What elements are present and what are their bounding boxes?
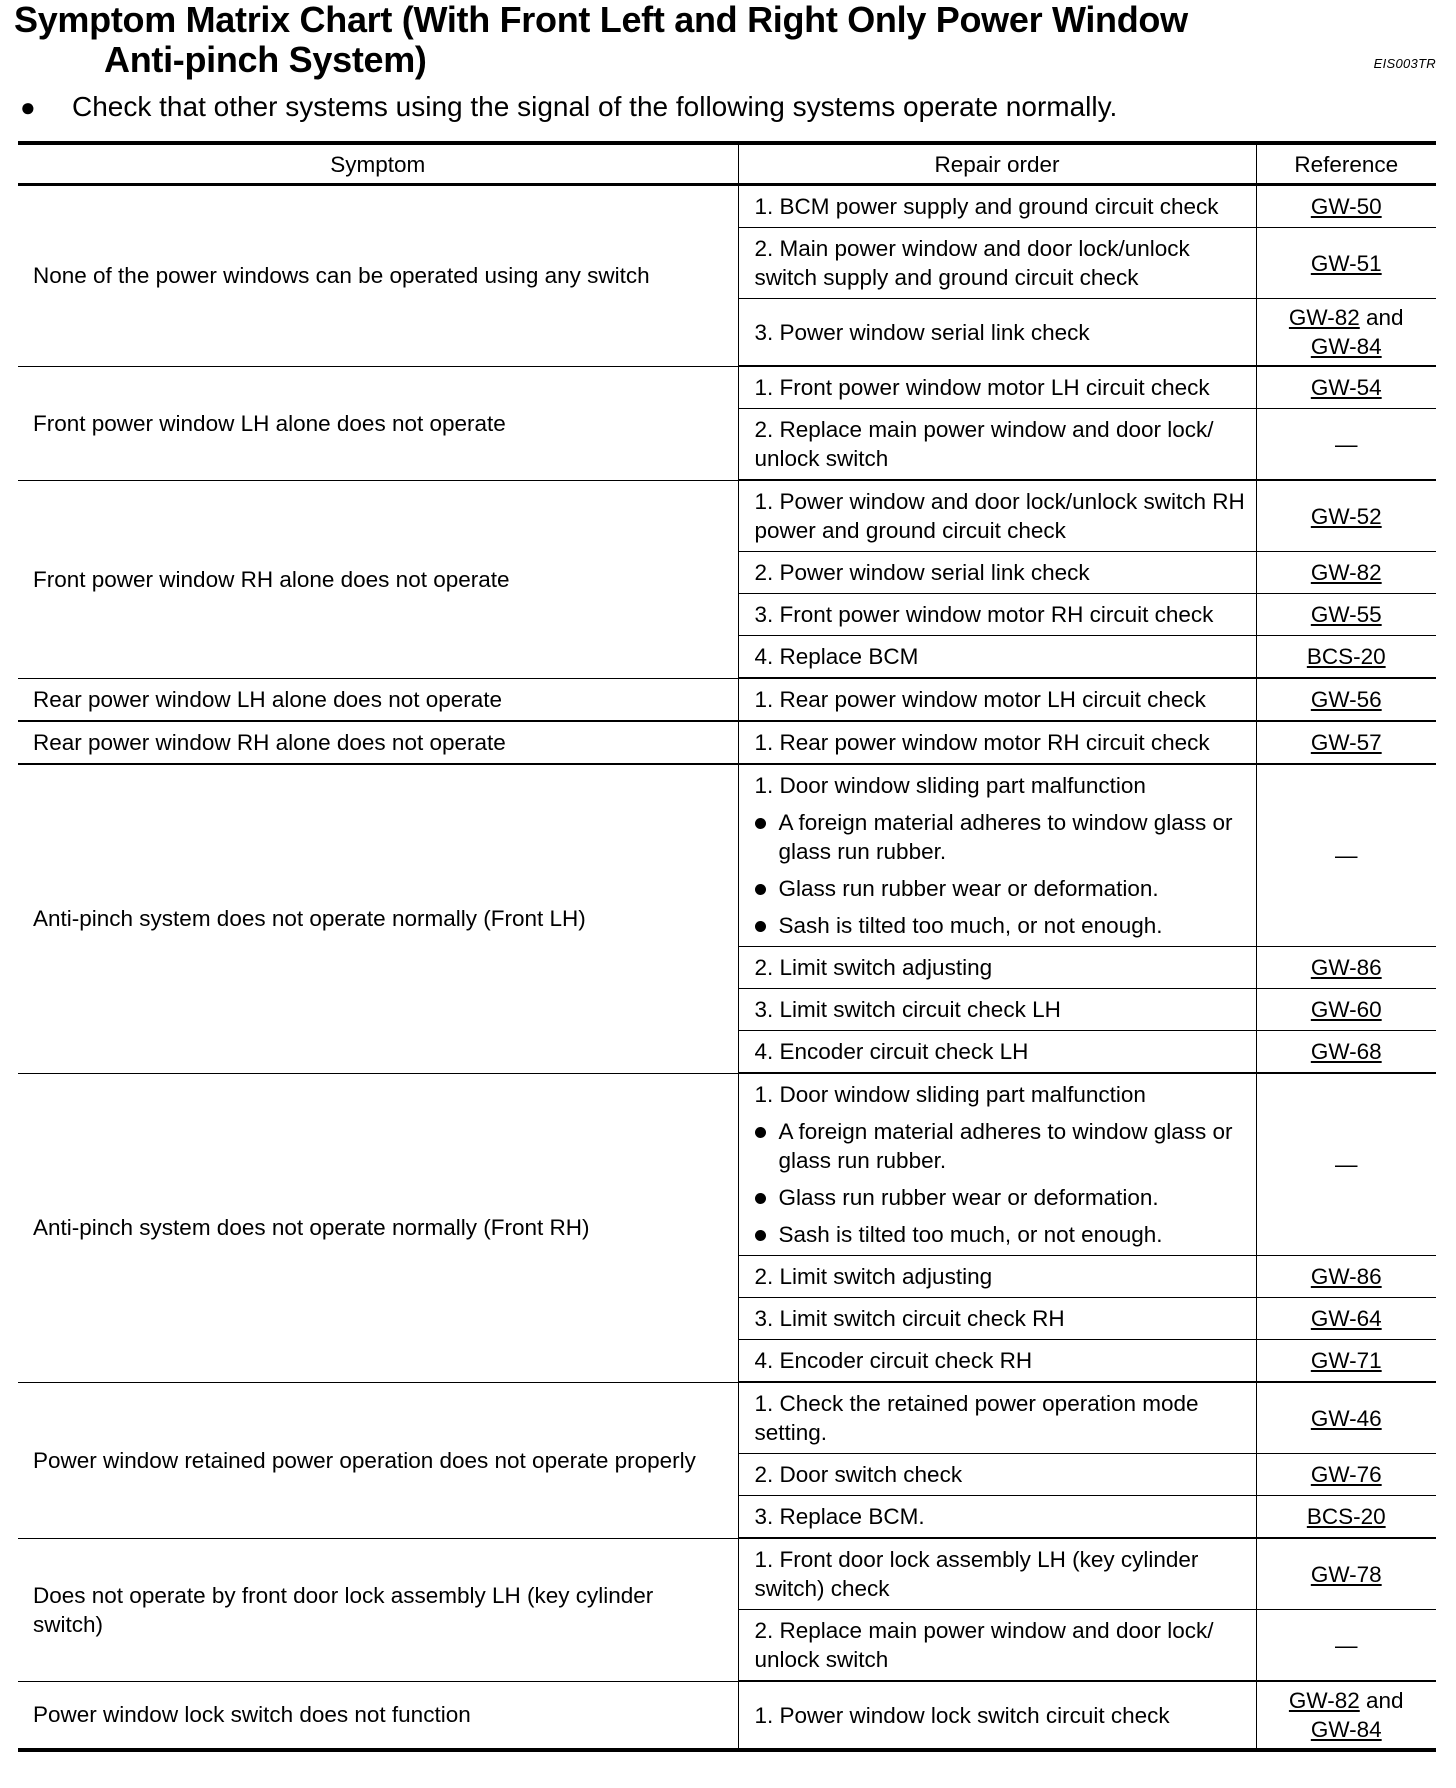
- reference-none: —: [1335, 843, 1358, 868]
- header-repair-order: Repair order: [738, 143, 1256, 185]
- repair-step-bullet: A foreign material adheres to window glass or glass run rubber.: [755, 1117, 1246, 1175]
- reference-cell: [1256, 1073, 1436, 1256]
- reference-link[interactable]: GW-71: [1310, 1348, 1382, 1373]
- reference-link[interactable]: GW-82: [1288, 305, 1360, 330]
- reference-link[interactable]: GW-86: [1310, 1264, 1382, 1289]
- repair-step-cell: 2. Replace main power window and door lock/ unlock switch: [738, 409, 1256, 481]
- reference-link[interactable]: GW-78: [1310, 1561, 1382, 1587]
- repair-step-cell: 2. Limit switch adjusting: [738, 947, 1256, 989]
- repair-step-cell: 1. Power window and door lock/unlock switch RH power and ground circuit check: [738, 480, 1256, 552]
- repair-step-cell: 1. Front door lock assembly LH (key cylinder switch) check: [738, 1538, 1256, 1610]
- symptom-cell: Front power window LH alone does not operate: [18, 366, 738, 480]
- table-row: [18, 764, 1436, 947]
- reference-joiner: and: [1366, 305, 1404, 330]
- reference-link[interactable]: GW-68: [1310, 1039, 1382, 1064]
- repair-step-bullet: Sash is tilted too much, or not enough.: [755, 1220, 1246, 1249]
- reference-cell: [1256, 228, 1436, 299]
- symptom-cell: None of the power windows can be operated using any switch: [18, 185, 738, 367]
- symptom-cell: Front power window RH alone does not operate: [18, 480, 738, 678]
- repair-step-cell: 3. Limit switch circuit check LH: [738, 989, 1256, 1031]
- repair-step-cell: 2. Main power window and door lock/unlock switch supply and ground circuit check: [738, 228, 1256, 299]
- repair-step-cell: 3. Limit switch circuit check RH: [738, 1298, 1256, 1340]
- reference-cell: [1256, 552, 1436, 594]
- reference-cell: [1256, 1454, 1436, 1496]
- reference-cell: [1256, 409, 1436, 481]
- bullet-icon: ●: [20, 92, 36, 122]
- reference-link[interactable]: GW-56: [1310, 687, 1382, 712]
- repair-step-bullet: Glass run rubber wear or deformation.: [755, 874, 1246, 903]
- symptom-cell: Rear power window RH alone does not operate: [18, 721, 738, 764]
- repair-step-cell: 3. Front power window motor RH circuit check: [738, 594, 1256, 636]
- reference-link[interactable]: BCS-20: [1306, 1504, 1386, 1529]
- reference-link[interactable]: GW-52: [1310, 503, 1382, 529]
- reference-cell: [1256, 989, 1436, 1031]
- symptom-cell: Power window lock switch does not function: [18, 1681, 738, 1750]
- page-title-line-1: Symptom Matrix Chart (With Front Left and Right Only Power Window: [14, 0, 1188, 40]
- reference-cell: [1256, 299, 1436, 367]
- reference-link[interactable]: GW-60: [1310, 997, 1382, 1022]
- table-row: [18, 721, 1436, 764]
- reference-none: —: [1335, 1152, 1358, 1177]
- reference-joiner: and: [1366, 1688, 1404, 1713]
- repair-step-cell: 3. Power window serial link check: [738, 299, 1256, 367]
- reference-link[interactable]: GW-46: [1310, 1405, 1382, 1431]
- reference-link[interactable]: GW-57: [1310, 730, 1382, 755]
- reference-link[interactable]: GW-51: [1310, 250, 1382, 276]
- header-symptom: Symptom: [18, 143, 738, 185]
- repair-step-cell: 2. Replace main power window and door lock/ unlock switch: [738, 1610, 1256, 1682]
- reference-link[interactable]: GW-50: [1310, 194, 1382, 219]
- symptom-cell: Does not operate by front door lock assembly LH (key cylinder switch): [18, 1538, 738, 1681]
- reference-link[interactable]: GW-55: [1310, 602, 1382, 627]
- symptom-cell: Anti-pinch system does not operate normally (Front RH): [18, 1073, 738, 1382]
- reference-link[interactable]: GW-54: [1310, 375, 1382, 400]
- reference-cell: [1256, 1031, 1436, 1074]
- reference-link[interactable]: GW-64: [1310, 1306, 1382, 1331]
- reference-cell: [1256, 721, 1436, 764]
- page-title-line-2: Anti-pinch System): [104, 39, 427, 80]
- reference-cell: [1256, 1382, 1436, 1454]
- repair-step-cell: 2. Power window serial link check: [738, 552, 1256, 594]
- repair-step-cell: [738, 764, 1256, 947]
- reference-link[interactable]: GW-82: [1310, 560, 1382, 585]
- reference-cell: [1256, 1538, 1436, 1610]
- table-row: [18, 678, 1436, 721]
- instruction-text: Check that other systems using the signal of the following systems operate normally.: [72, 91, 1118, 122]
- reference-cell: [1256, 678, 1436, 721]
- table-row: [18, 1681, 1436, 1750]
- reference-link[interactable]: GW-76: [1310, 1462, 1382, 1487]
- reference-cell: [1256, 1256, 1436, 1298]
- reference-link[interactable]: GW-84: [1310, 334, 1382, 359]
- reference-link[interactable]: GW-86: [1310, 955, 1382, 980]
- reference-link[interactable]: GW-82: [1288, 1688, 1360, 1713]
- table-row: [18, 1382, 1436, 1454]
- repair-step-cell: [738, 1073, 1256, 1256]
- repair-step-text: 1. Door window sliding part malfunction: [754, 1082, 1146, 1107]
- repair-step-cell: 4. Replace BCM: [738, 636, 1256, 679]
- repair-step-cell: 1. Power window lock switch circuit check: [738, 1681, 1256, 1750]
- repair-step-bullet: A foreign material adheres to window glass or glass run rubber.: [755, 808, 1246, 866]
- header-reference: Reference: [1256, 143, 1436, 185]
- reference-cell: [1256, 480, 1436, 552]
- repair-step-cell: 1. Front power window motor LH circuit check: [738, 366, 1256, 409]
- reference-cell: [1256, 594, 1436, 636]
- repair-step-bullet: Sash is tilted too much, or not enough.: [755, 911, 1246, 940]
- document-id: EIS003TR: [1373, 56, 1436, 71]
- reference-cell: [1256, 1496, 1436, 1539]
- reference-cell: [1256, 947, 1436, 989]
- symptom-cell: Anti-pinch system does not operate normally (Front LH): [18, 764, 738, 1073]
- repair-step-cell: 4. Encoder circuit check LH: [738, 1031, 1256, 1074]
- reference-none: —: [1335, 431, 1358, 457]
- table-row: [18, 1538, 1436, 1610]
- reference-link[interactable]: GW-84: [1310, 1717, 1382, 1742]
- table-row: [18, 366, 1436, 409]
- table-row: [18, 480, 1436, 552]
- instruction-note: [20, 90, 1117, 124]
- reference-cell: [1256, 1340, 1436, 1383]
- reference-link[interactable]: BCS-20: [1306, 644, 1386, 669]
- table-body: [18, 185, 1436, 1751]
- repair-step-cell: 2. Door switch check: [738, 1454, 1256, 1496]
- reference-cell: [1256, 1681, 1436, 1750]
- repair-step-cell: 4. Encoder circuit check RH: [738, 1340, 1256, 1383]
- reference-cell: [1256, 1298, 1436, 1340]
- table-header-row: [18, 143, 1436, 185]
- reference-cell: [1256, 185, 1436, 228]
- table-row: [18, 1073, 1436, 1256]
- table-row: [18, 185, 1436, 228]
- repair-step-text: 1. Door window sliding part malfunction: [754, 773, 1146, 798]
- repair-step-cell: 2. Limit switch adjusting: [738, 1256, 1256, 1298]
- reference-none: —: [1335, 1632, 1358, 1658]
- reference-cell: [1256, 764, 1436, 947]
- reference-cell: [1256, 636, 1436, 679]
- page-title: [14, 0, 1188, 80]
- symptom-matrix-table: [18, 141, 1436, 1752]
- repair-step-cell: 1. Rear power window motor LH circuit check: [738, 678, 1256, 721]
- symptom-cell: Rear power window LH alone does not operate: [18, 678, 738, 721]
- repair-step-cell: 1. Check the retained power operation mode setting.: [738, 1382, 1256, 1454]
- reference-cell: [1256, 1610, 1436, 1682]
- repair-step-bullet: Glass run rubber wear or deformation.: [755, 1183, 1246, 1212]
- repair-step-cell: 1. Rear power window motor RH circuit check: [738, 721, 1256, 764]
- repair-step-cell: 3. Replace BCM.: [738, 1496, 1256, 1539]
- reference-cell: [1256, 366, 1436, 409]
- repair-step-cell: 1. BCM power supply and ground circuit check: [738, 185, 1256, 228]
- symptom-cell: Power window retained power operation does not operate properly: [18, 1382, 738, 1538]
